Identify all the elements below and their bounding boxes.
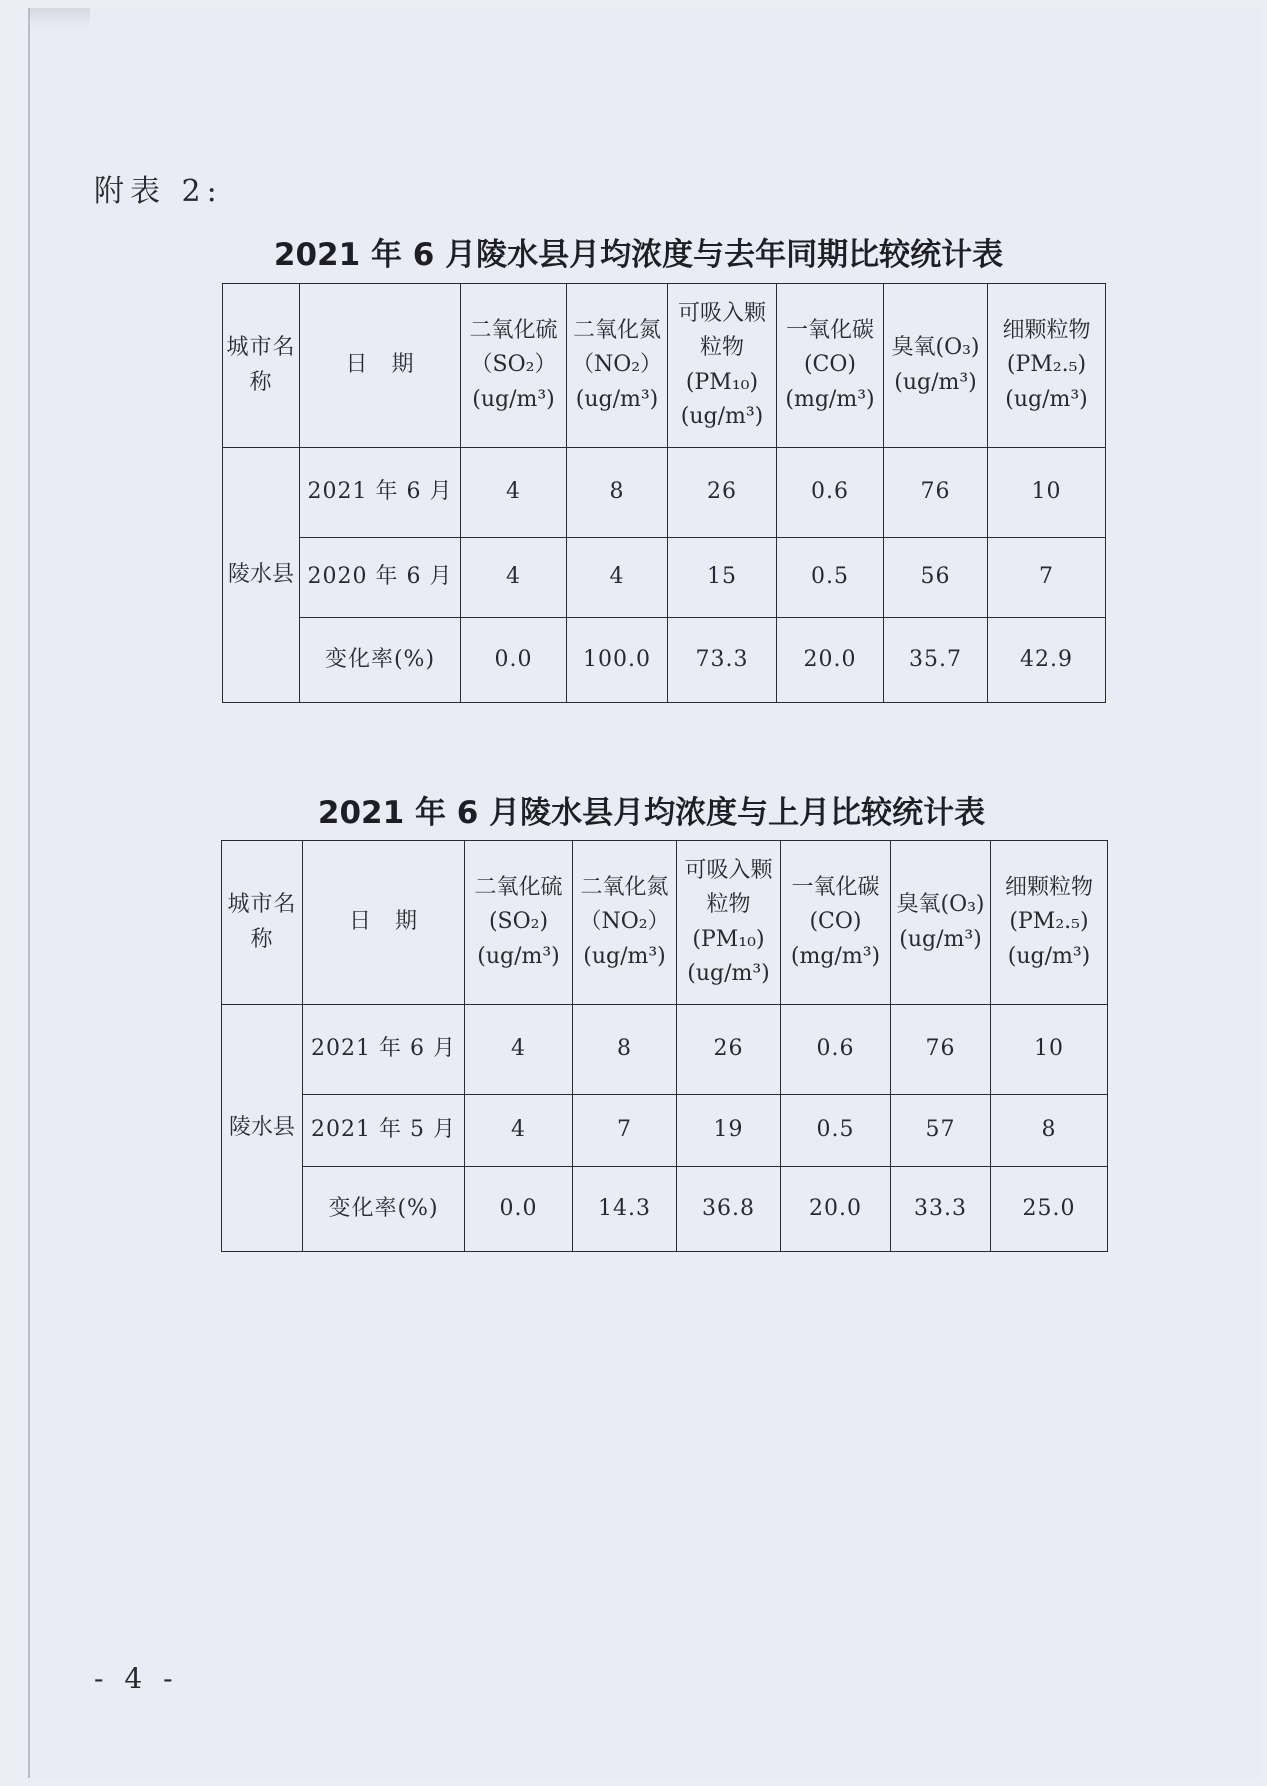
value-pm10: 19 xyxy=(677,1095,781,1167)
value-pm10: 73.3 xyxy=(668,618,777,703)
value-no2: 8 xyxy=(573,1005,677,1095)
row-date: 2021 年 6 月 xyxy=(300,448,461,538)
annex-label: 附表 2: xyxy=(94,174,223,209)
table-row xyxy=(223,448,1106,538)
table-2-title: 2021 年 6 月陵水县月均浓度与上月比较统计表 xyxy=(317,795,986,831)
header-o3: 臭氧(O₃) (ug/m³) xyxy=(884,284,988,448)
value-pm25: 10 xyxy=(991,1005,1108,1095)
value-pm25: 10 xyxy=(988,448,1106,538)
value-o3: 56 xyxy=(884,538,988,618)
city-name-cell xyxy=(223,448,300,703)
table-row xyxy=(223,618,1106,703)
city-name-cell xyxy=(222,1005,303,1252)
scan-shadow xyxy=(30,8,90,28)
value-co: 20.0 xyxy=(781,1167,891,1252)
value-so2: 4 xyxy=(461,448,567,538)
header-pm25: 细颗粒物 (PM₂.₅) (ug/m³) xyxy=(988,284,1106,448)
header-pm10: 可吸入颗粒物 (PM₁₀) (ug/m³) xyxy=(677,841,781,1005)
header-so2: 二氧化硫 (SO₂) (ug/m³) xyxy=(465,841,573,1005)
value-so2: 0.0 xyxy=(465,1167,573,1252)
header-co: 一氧化碳 (CO) (mg/m³) xyxy=(777,284,884,448)
table-row xyxy=(222,1005,1108,1095)
value-so2: 4 xyxy=(465,1005,573,1095)
value-pm25: 42.9 xyxy=(988,618,1106,703)
value-o3: 76 xyxy=(891,1005,991,1095)
page-number: - 4 - xyxy=(94,1662,179,1695)
header-date: 日 期 xyxy=(303,841,465,1005)
value-co: 20.0 xyxy=(777,618,884,703)
value-pm25: 8 xyxy=(991,1095,1108,1167)
header-co: 一氧化碳 (CO) (mg/m³) xyxy=(781,841,891,1005)
value-o3: 57 xyxy=(891,1095,991,1167)
value-no2: 7 xyxy=(573,1095,677,1167)
city-name: 陵水县 xyxy=(227,562,294,587)
header-city: 城市名称 xyxy=(222,841,303,1005)
value-co: 0.5 xyxy=(777,538,884,618)
header-pm10: 可吸入颗粒物 (PM₁₀) (ug/m³) xyxy=(668,284,777,448)
header-so2: 二氧化硫（SO₂）(ug/m³) xyxy=(461,284,567,448)
row-change-rate: 变化率(%) xyxy=(303,1167,465,1252)
value-pm10: 26 xyxy=(677,1005,781,1095)
value-no2: 14.3 xyxy=(573,1167,677,1252)
header-row xyxy=(222,841,1108,1005)
value-co: 0.6 xyxy=(781,1005,891,1095)
row-date: 2020 年 6 月 xyxy=(300,538,461,618)
value-pm10: 15 xyxy=(668,538,777,618)
value-o3: 35.7 xyxy=(884,618,988,703)
value-co: 0.6 xyxy=(777,448,884,538)
table-row xyxy=(222,1167,1108,1252)
value-pm25: 25.0 xyxy=(991,1167,1108,1252)
value-pm10: 36.8 xyxy=(677,1167,781,1252)
table-row xyxy=(223,538,1106,618)
header-city: 城市名称 xyxy=(223,284,300,448)
comparison-table-month-over-month xyxy=(221,840,1108,1252)
row-date: 2021 年 5 月 xyxy=(303,1095,465,1167)
table-1-title: 2021 年 6 月陵水县月均浓度与去年同期比较统计表 xyxy=(273,237,1004,273)
value-no2: 4 xyxy=(567,538,668,618)
value-so2: 4 xyxy=(461,538,567,618)
header-row xyxy=(223,284,1106,448)
value-no2: 8 xyxy=(567,448,668,538)
header-no2: 二氧化氮（NO₂）(ug/m³) xyxy=(573,841,677,1005)
value-pm25: 7 xyxy=(988,538,1106,618)
city-name: 陵水县 xyxy=(228,1115,295,1140)
header-no2: 二氧化氮（NO₂）(ug/m³) xyxy=(567,284,668,448)
value-pm10: 26 xyxy=(668,448,777,538)
value-so2: 0.0 xyxy=(461,618,567,703)
value-so2: 4 xyxy=(465,1095,573,1167)
value-co: 0.5 xyxy=(781,1095,891,1167)
table-row xyxy=(222,1095,1108,1167)
header-date: 日 期 xyxy=(300,284,461,448)
value-no2: 100.0 xyxy=(567,618,668,703)
row-date: 2021 年 6 月 xyxy=(303,1005,465,1095)
row-change-rate: 变化率(%) xyxy=(300,618,461,703)
header-pm25: 细颗粒物 (PM₂.₅) (ug/m³) xyxy=(991,841,1108,1005)
value-o3: 33.3 xyxy=(891,1167,991,1252)
value-o3: 76 xyxy=(884,448,988,538)
header-o3: 臭氧(O₃) (ug/m³) xyxy=(891,841,991,1005)
comparison-table-year-over-year xyxy=(222,283,1106,703)
